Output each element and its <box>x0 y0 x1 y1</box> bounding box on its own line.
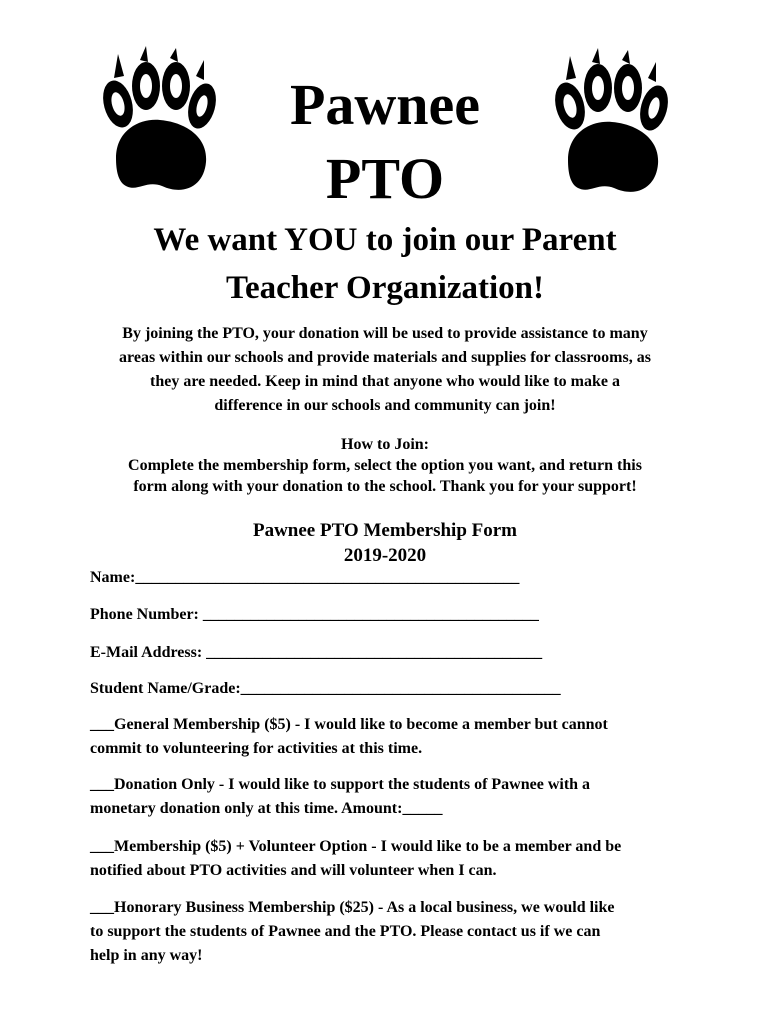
option-donation-only[interactable] <box>90 773 690 821</box>
how-to-heading: How to Join: <box>341 436 429 453</box>
option-membership-volunteer[interactable] <box>90 835 690 883</box>
how-to-join <box>80 434 690 497</box>
option-line: ___Donation Only - I would like to support the students of Pawnee with a <box>90 776 591 793</box>
option-general-membership[interactable] <box>90 713 690 761</box>
page-title: Pawnee <box>289 72 481 137</box>
option-line: monetary donation only at this time. Amount:_____ <box>90 800 443 817</box>
phone-field[interactable]: Phone Number: __________________________________________ <box>90 606 539 623</box>
headline-line: We want YOU to join our Parent <box>153 222 617 258</box>
email-field[interactable]: E-Mail Address: __________________________________________ <box>90 644 543 661</box>
intro-line: they are needed. Keep in mind that anyone who would like to make a <box>150 373 620 390</box>
how-to-line: Complete the membership form, select the option you want, and return this <box>128 457 642 474</box>
form-title-text: Pawnee PTO Membership Form <box>252 520 518 541</box>
intro-paragraph <box>80 322 690 418</box>
name-field[interactable]: Name:________________________________________________ <box>90 569 520 586</box>
option-honorary-business[interactable] <box>90 896 690 968</box>
option-line: ___Membership ($5) + Volunteer Option - I would like to be a member and be <box>90 838 622 855</box>
option-line: to support the students of Pawnee and the PTO. Please contact us if we can <box>90 923 601 940</box>
intro-line: By joining the PTO, your donation will be used to provide assistance to many <box>122 325 648 342</box>
intro-line: areas within our schools and provide materials and supplies for classrooms, as <box>119 349 651 366</box>
option-line: notified about PTO activities and will volunteer when I can. <box>90 862 497 879</box>
headline <box>0 216 770 312</box>
student-name-grade-field[interactable]: Student Name/Grade:________________________________________ <box>90 680 561 697</box>
option-line: help in any way! <box>90 947 203 964</box>
option-line: commit to volunteering for activities at this time. <box>90 740 423 757</box>
how-to-line: form along with your donation to the school. Thank you for your support! <box>133 478 637 495</box>
form-title <box>0 518 770 568</box>
headline-line: Teacher Organization! <box>225 270 545 306</box>
option-line: ___General Membership ($5) - I would like to become a member but cannot <box>90 716 608 733</box>
form-year: 2019-2020 <box>343 545 427 566</box>
option-line: ___Honorary Business Membership ($25) - As a local business, we would like <box>90 899 615 916</box>
page-title-subtitle: PTO <box>325 146 445 211</box>
intro-line: difference in our schools and community can join! <box>214 397 556 414</box>
